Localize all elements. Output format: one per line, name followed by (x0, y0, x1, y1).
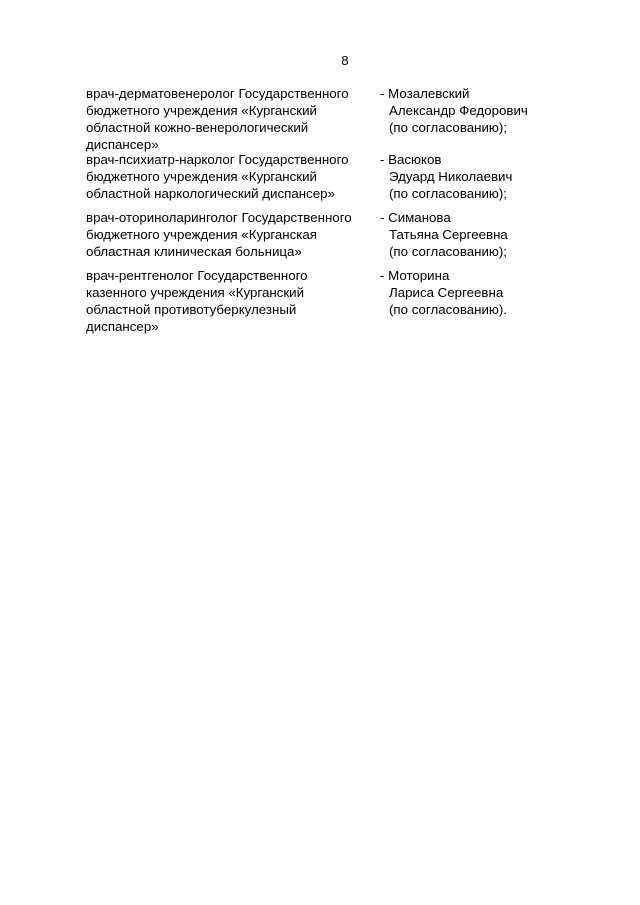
person-name: Эдуард Николаевич (389, 169, 513, 184)
position-line: врач-рентгенолог Государственного (86, 268, 308, 283)
person-note: (по согласованию); (389, 120, 507, 135)
person-note: (по согласованию); (389, 186, 507, 201)
person-surname: - Васюков (380, 152, 442, 167)
position-line: областная клиническая больница» (86, 244, 302, 259)
position-line: врач-дерматовенеролог Государственного (86, 86, 349, 101)
position-line: областной противотуберкулезный (86, 302, 297, 317)
position-line: диспансер» (86, 319, 159, 334)
entry-person (380, 85, 560, 136)
entry-person (380, 209, 560, 260)
entry-person (380, 151, 560, 202)
person-name: Татьяна Сергеевна (389, 227, 508, 242)
position-line: областной наркологический диспансер» (86, 186, 335, 201)
person-name: Лариса Сергеевна (389, 285, 504, 300)
person-note: (по согласованию). (389, 302, 507, 317)
position-line: бюджетного учреждения «Курганский (86, 103, 317, 118)
position-line: бюджетного учреждения «Курганский (86, 169, 317, 184)
person-note: (по согласованию); (389, 244, 507, 259)
position-line: бюджетного учреждения «Курганская (86, 227, 317, 242)
entry-position (86, 267, 371, 335)
person-surname: - Симанова (380, 210, 451, 225)
entry-position (86, 151, 371, 202)
entry-person (380, 267, 560, 318)
page-number: 8 (341, 53, 349, 68)
entry-position (86, 209, 371, 260)
position-line: врач-оториноларинголог Государственного (86, 210, 352, 225)
position-line: врач-психиатр-нарколог Государственного (86, 152, 349, 167)
position-line: казенного учреждения «Курганский (86, 285, 305, 300)
person-surname: - Моторина (380, 268, 450, 283)
person-name: Александр Федорович (389, 103, 528, 118)
position-line: областной кожно-венерологический (86, 120, 309, 135)
person-surname: - Мозалевский (380, 86, 470, 101)
position-line: диспансер» (86, 137, 159, 152)
entry-position (86, 85, 371, 153)
